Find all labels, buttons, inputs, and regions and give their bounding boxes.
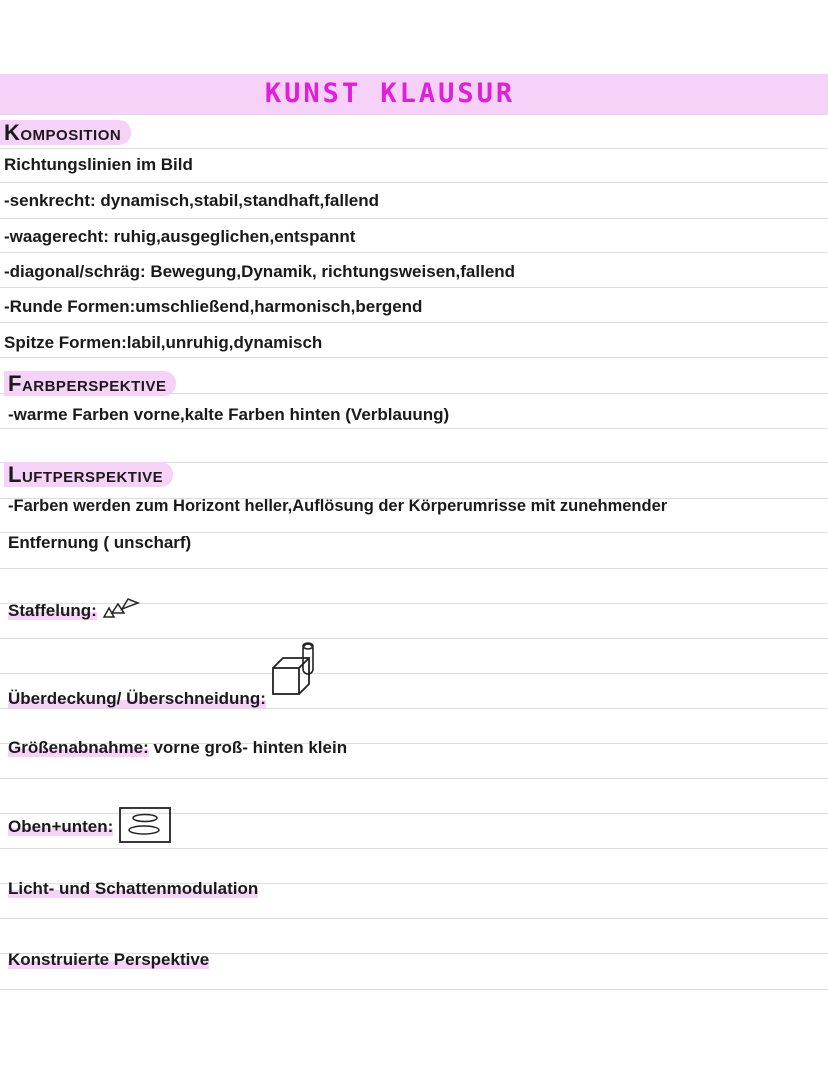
komposition-heading-text: Komposition	[0, 120, 131, 145]
rule-line	[0, 252, 828, 253]
rule-line	[0, 182, 828, 183]
komposition-line-5: -Runde Formen:umschließend,harmonisch,bergend	[4, 297, 423, 316]
konstruiert-label: Konstruierte Perspektive	[8, 950, 210, 969]
konstruiert-row	[8, 950, 209, 970]
rule-line	[0, 638, 828, 639]
luftperspektive-heading-text: Luftperspektive	[4, 462, 173, 487]
rule-line	[0, 778, 828, 779]
licht-row	[8, 879, 258, 899]
farbperspektive-heading-text: Farbperspektive	[4, 371, 176, 396]
luftperspektive-line-1: -Farben werden zum Horizont heller,Auflösung der Körperumrisse mit zunehmender	[8, 497, 668, 515]
stacked-triangles-icon	[102, 597, 142, 626]
rule-line	[0, 918, 828, 919]
luftperspektive-heading	[4, 462, 173, 488]
page-title: KUNST KLAUSUR	[264, 78, 516, 109]
komposition-heading	[0, 120, 131, 146]
rule-line	[0, 989, 828, 990]
komposition-line-2: -senkrecht: dynamisch,stabil,standhaft,fallend	[4, 191, 380, 210]
komposition-line-6: Spitze Formen:labil,unruhig,dynamisch	[4, 333, 323, 352]
staffelung-label: Staffelung:	[8, 600, 97, 620]
frame-shapes-icon	[118, 806, 172, 849]
licht-label: Licht- und Schattenmodulation	[8, 879, 259, 898]
rule-line	[0, 708, 828, 709]
groessenabnahme-value: vorne groß- hinten klein	[148, 738, 348, 757]
komposition-line-3: -waagerecht: ruhig,ausgeglichen,entspannt	[4, 227, 356, 246]
groessenabnahme-label: Größenabnahme:	[8, 738, 149, 757]
rule-line	[0, 114, 828, 115]
rule-line	[0, 218, 828, 219]
groessenabnahme-row	[8, 738, 347, 758]
luftperspektive-line-2: Entfernung ( unscharf)	[8, 533, 192, 552]
rule-line	[0, 148, 828, 149]
rule-line	[0, 287, 828, 288]
obenunten-row	[8, 806, 172, 849]
rule-line	[0, 568, 828, 569]
farbperspektive-text: -warme Farben vorne,kalte Farben hinten (Verblauung)	[8, 405, 450, 424]
rule-line	[0, 322, 828, 323]
staffelung-row	[8, 597, 142, 626]
farbperspektive-heading	[4, 371, 176, 397]
komposition-line-4: -diagonal/schräg: Bewegung,Dynamik, richtungsweisen,fallend	[4, 262, 516, 281]
overlapping-cube-cylinder-icon	[271, 640, 323, 705]
rule-line	[0, 357, 828, 358]
obenunten-label: Oben+unten:	[8, 816, 114, 836]
ueberdeckung-label: Überdeckung/ Überschneidung:	[8, 688, 266, 708]
komposition-line-1: Richtungslinien im Bild	[4, 155, 193, 174]
ueberdeckung-row	[8, 640, 323, 708]
rule-line	[0, 428, 828, 429]
